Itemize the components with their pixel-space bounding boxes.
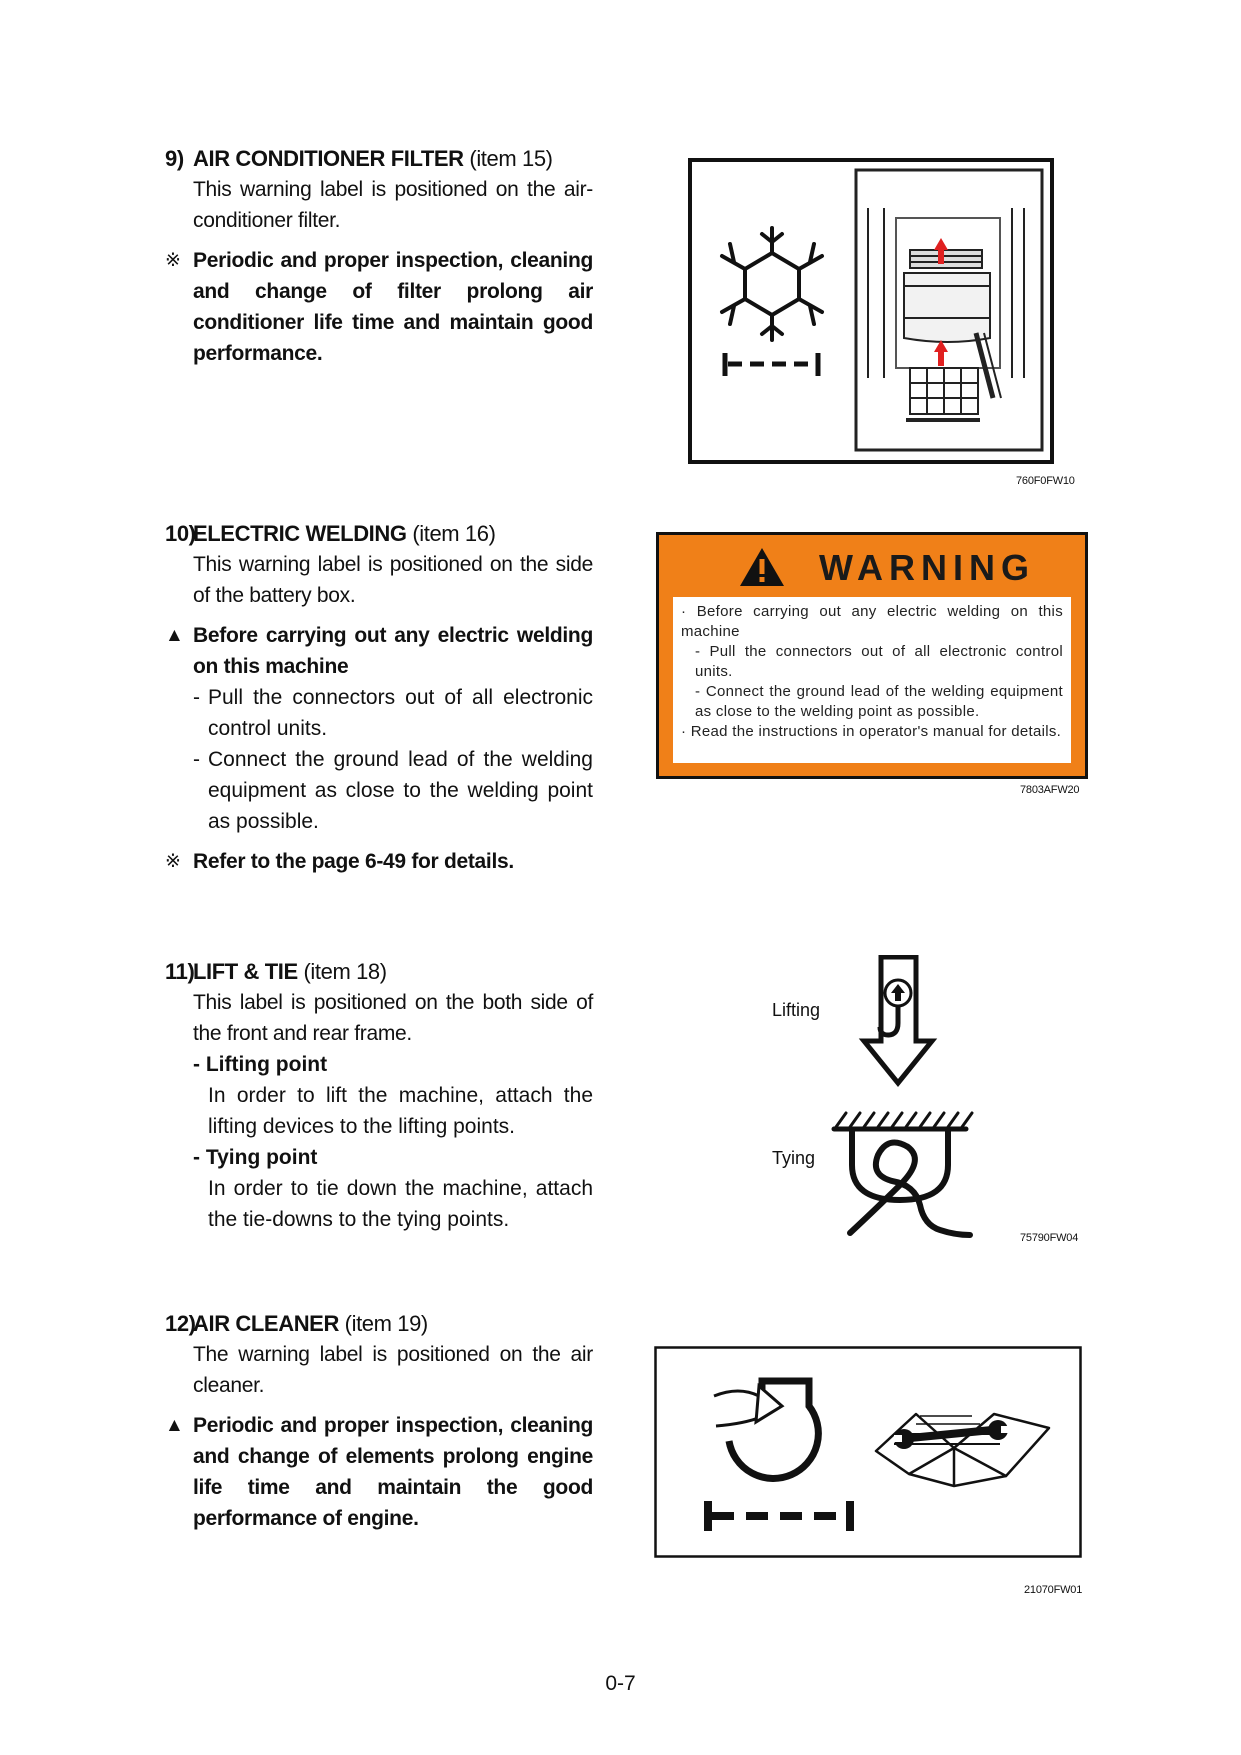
section-heading: 11)LIFT & TIE (item 18) (165, 959, 387, 984)
subsection-title: - Lifting point (193, 1053, 328, 1076)
item-ref: (item 15) (469, 146, 553, 171)
warning-triangle-icon (739, 547, 785, 587)
subsection-body: In order to tie down the machine, attach the tie-downs to the tying points. (208, 1177, 593, 1231)
section-heading: 12)AIR CLEANER (item 19) (165, 1311, 428, 1336)
subsection-body: In order to lift the machine, attach the lifting devices to the lifting points. (208, 1084, 593, 1138)
air-conditioner-label-figure (688, 158, 1054, 464)
reference-mark-icon: ※ (165, 250, 181, 271)
lift-tie-figure (820, 955, 980, 1255)
section-body: This label is positioned on the both side of the front and rear frame. (193, 991, 593, 1045)
section-title: AIR CLEANER (193, 1311, 339, 1336)
section-title: LIFT & TIE (193, 959, 298, 984)
section-body: This warning label is positioned on the air-conditioner filter. (193, 178, 593, 232)
item-ref: (item 19) (344, 1311, 428, 1336)
section-heading: 9) AIR CONDITIONER FILTER (item 15) (165, 146, 553, 171)
note (165, 245, 593, 369)
tie-down-icon (834, 1113, 972, 1235)
subsection-lifting (165, 1049, 593, 1235)
reference-mark-icon: ※ (165, 851, 181, 872)
note-text: Refer to the page 6-49 for details. (193, 850, 514, 873)
lifting-label: Lifting (772, 1000, 821, 1020)
warning-label (656, 532, 1088, 779)
list-item: - Pull the connectors out of all electronic control units. (193, 686, 593, 740)
section-electric-welding (165, 518, 593, 877)
figure-code: 21070FW01 (1024, 1584, 1083, 1596)
section-heading: 10)ELECTRIC WELDING (item 16) (165, 521, 496, 546)
warning-triangle-icon: ▲ (165, 1415, 184, 1436)
figure-code: 760F0FW10 (1016, 475, 1075, 487)
section-title: AIR CONDITIONER FILTER (193, 146, 464, 171)
lift-hook-arrow-icon (864, 957, 932, 1083)
item-ref: (item 18) (303, 959, 387, 984)
item-ref: (item 16) (412, 521, 496, 546)
air-cleaner-label-figure (654, 1346, 1082, 1558)
note-text: Periodic and proper inspection, cleaning and change of filter prolong air conditioner life time and maintain good performance. (193, 249, 593, 365)
tying-label: Tying (772, 1148, 816, 1168)
section-lift-tie (165, 956, 593, 1235)
warning-text: Before carrying out any electric welding on this machine (193, 624, 593, 678)
section-air-conditioner-filter (165, 143, 593, 369)
page-number: 0-7 (605, 1672, 636, 1695)
warning-note (165, 620, 593, 682)
section-body: This warning label is positioned on the side of the battery box. (193, 553, 593, 607)
warning-note (165, 1410, 593, 1534)
section-air-cleaner (165, 1308, 593, 1534)
figure-code: 7803AFW20 (1020, 784, 1080, 796)
warning-triangle-icon: ▲ (165, 625, 184, 646)
warning-text-box: · Before carrying out any electric welding on this machine - Pull the connectors out of all electronic control units. - Connect the ground lead of the welding equipment as close to the welding point as possible. · Read the instructions in operator's manual for details. (673, 597, 1071, 763)
note-text: Periodic and proper inspection, cleaning and change of elements prolong engine life time and maintain the good performance of engine. (193, 1414, 593, 1530)
figure-code: 75790FW04 (1020, 1232, 1079, 1244)
section-title: ELECTRIC WELDING (193, 521, 407, 546)
bullet-list (165, 682, 593, 837)
list-item: - Connect the ground lead of the welding equipment as close to the welding point as possible. (193, 748, 593, 833)
section-body: The warning label is positioned on the air cleaner. (193, 1343, 593, 1397)
note (165, 846, 593, 877)
subsection-title: - Tying point (193, 1146, 318, 1169)
warning-title: WARNING (819, 547, 1035, 588)
